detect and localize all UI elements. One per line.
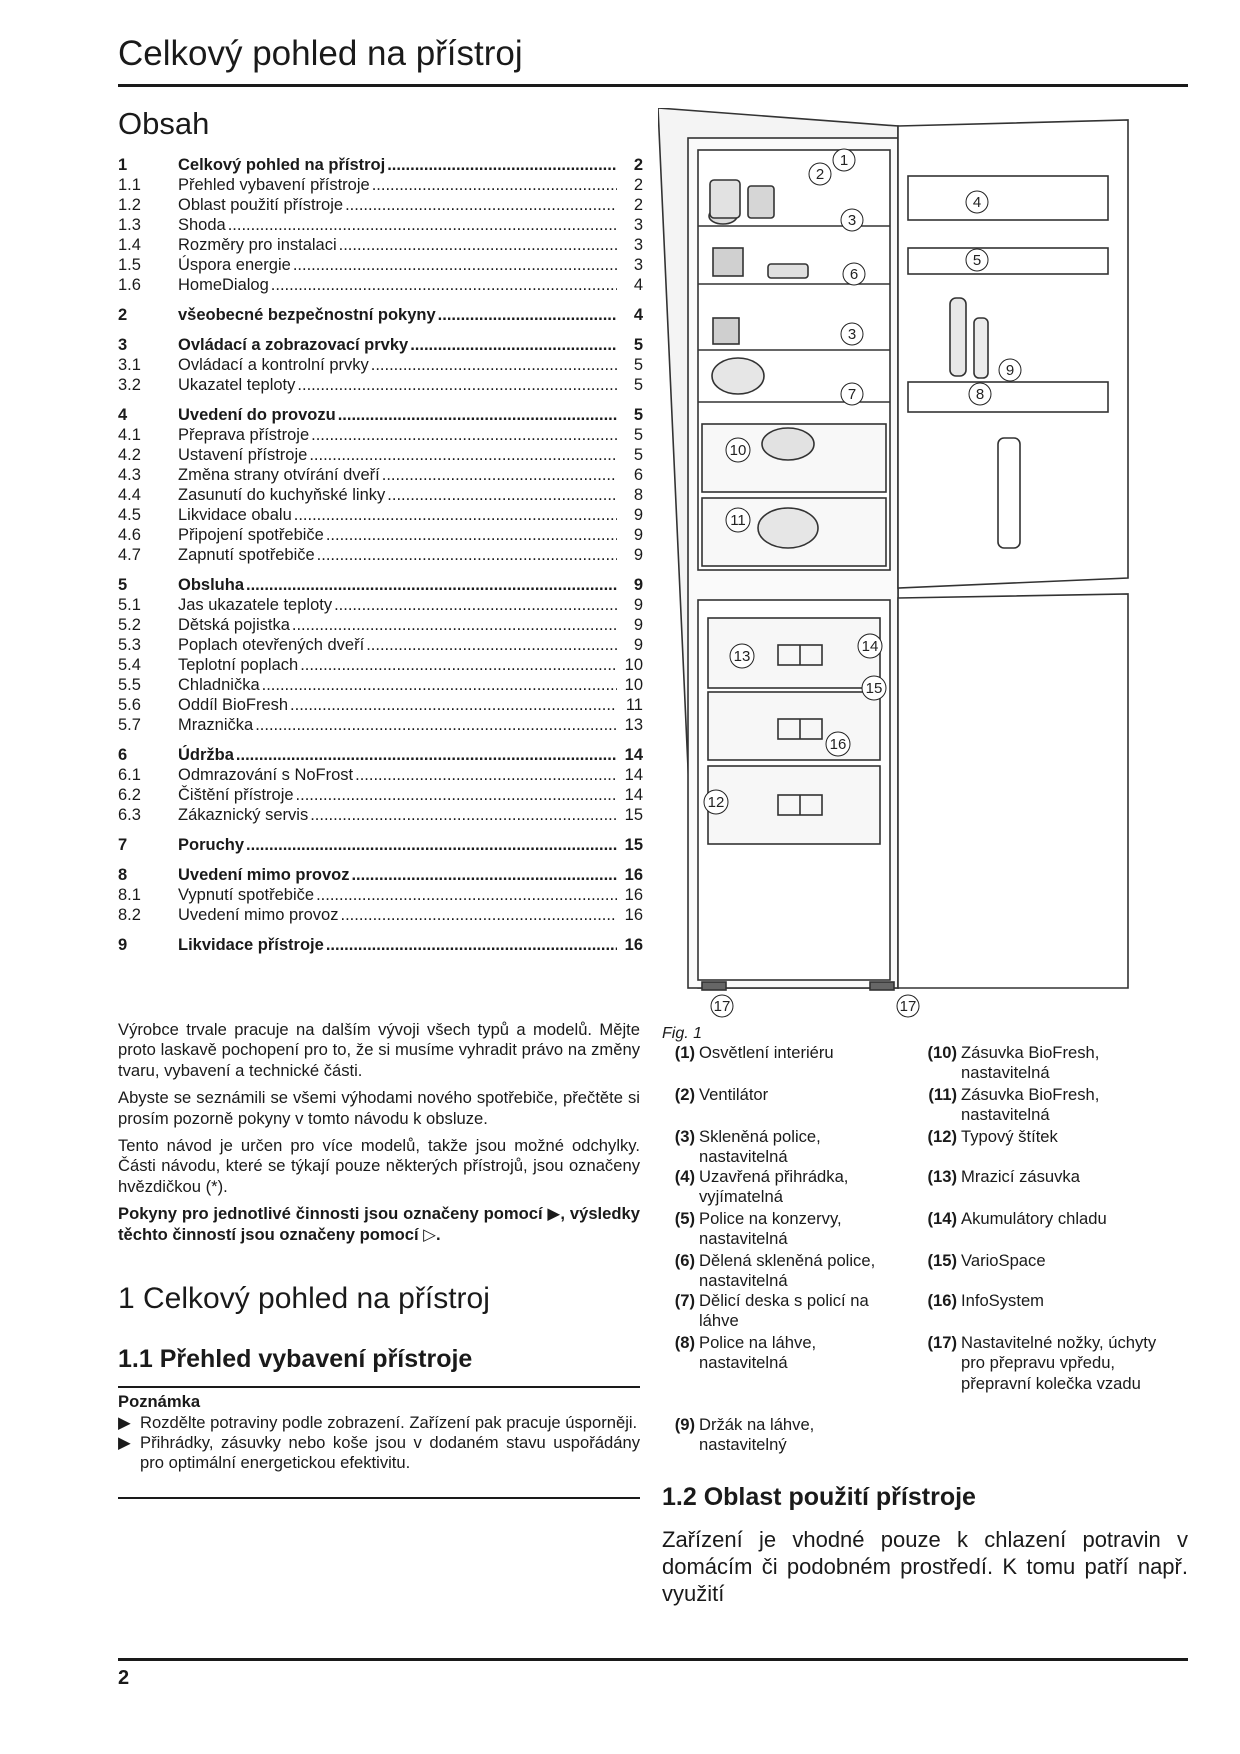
toc-leader-dots (326, 935, 617, 955)
toc-entry[interactable] (118, 155, 643, 175)
toc-entry-number: 7 (118, 836, 128, 854)
toc-entry-number: 5.7 (118, 716, 141, 734)
toc-group (118, 335, 643, 395)
toc-entry-title: Přeprava přístroje (178, 426, 310, 444)
figure-caption: Fig. 1 (662, 1025, 703, 1042)
toc-group (118, 155, 643, 295)
toc-entry-title: Vypnutí spotřebiče (178, 886, 315, 904)
toc-leader-dots (300, 655, 617, 675)
toc-leader-dots (371, 355, 617, 375)
toc-entry-number: 5.6 (118, 696, 141, 714)
intro-paragraph: Výrobce trvale pracuje na dalším vývoji všech typů a modelů. Mějte proto laskavě pochopení pro to, že si musíme vyhradit právo na změny tvaru, vybavení a technické části. (118, 1020, 640, 1080)
toc-entry-number: 1.1 (118, 176, 141, 194)
legend-item: (14) Akumulátory chladu (927, 1209, 1107, 1228)
toc-entry-page: 16 (624, 936, 643, 954)
intro-paragraph: Abyste se seznámili se všemi výhodami nového spotřebiče, přečtěte si prosím pozorně pokyny v tomto návodu k obsluze. (118, 1088, 640, 1128)
toc-entry-page: 3 (633, 236, 643, 254)
legend-item: (8) Police na láhve, nastavitelná (674, 1333, 817, 1373)
toc-entry-title: všeobecné bezpečnostní pokyny (178, 306, 436, 324)
freezer-door (898, 594, 1128, 988)
toc-entry-number: 6.2 (118, 786, 141, 804)
toc-entry-page: 6 (633, 466, 643, 484)
toc-entry-page: 9 (633, 596, 643, 614)
toc-entry-title: Poplach otevřených dveří (178, 636, 365, 654)
footer-rule (118, 1658, 1188, 1661)
svg-text:4: 4 (972, 194, 982, 211)
toc-entry[interactable] (118, 655, 643, 675)
svg-text:9: 9 (1005, 362, 1015, 379)
callout-marker (726, 508, 750, 532)
toc-group (118, 575, 643, 735)
toc-leader-dots (297, 375, 617, 395)
toc-entry-number: 9 (118, 936, 128, 954)
toc-entry-number: 6.3 (118, 806, 141, 824)
svg-text:16: 16 (829, 736, 847, 753)
toc-leader-dots (292, 615, 617, 635)
toc-entry-title: Uvedení mimo provoz (178, 906, 339, 924)
toc-entry-title: Uvedení do provozu (178, 406, 336, 424)
toc-entry-title: Čištění přístroje (178, 786, 294, 804)
toc-entry-number: 8.2 (118, 906, 141, 924)
note-text: Rozdělte potraviny podle zobrazení. Zařízení pak pracuje úsporněji. (140, 1413, 638, 1432)
toc-entry-title: Oblast použití přístroje (178, 196, 344, 214)
toc-leader-dots (316, 885, 617, 905)
toc-entry-number: 4.4 (118, 486, 141, 504)
toc-entry[interactable] (118, 375, 643, 395)
bottle-shape (712, 358, 764, 394)
toc-entry-title: Odmrazování s NoFrost (178, 766, 354, 784)
note-item (118, 1433, 640, 1473)
toc-leader-dots (311, 425, 617, 445)
svg-text:12: 12 (707, 794, 725, 811)
toc-leader-dots (255, 715, 617, 735)
toc-entry-number: 5.5 (118, 676, 141, 694)
callout-marker (966, 191, 988, 213)
toc-entry[interactable] (118, 255, 643, 275)
note-list (118, 1413, 640, 1473)
toc-entry-page: 16 (624, 866, 643, 884)
legend-item: (13) Mrazicí zásuvka (927, 1167, 1080, 1186)
intro-text (118, 1020, 640, 1252)
legend-item: (12) Typový štítek (927, 1127, 1058, 1146)
toc-entry-number: 1 (118, 156, 128, 174)
callout-marker (966, 249, 988, 271)
legend-item: (17) Nastavitelné nožky, úchyty pro přepravu vpředu, přepravní kolečka vzadu (927, 1333, 1157, 1393)
toc-entry-title: Přehled vybavení přístroje (178, 176, 370, 194)
toc-entry-page: 2 (633, 196, 643, 214)
toc-entry[interactable] (118, 195, 643, 215)
toc-entry-number: 4.2 (118, 446, 141, 464)
toc-entry[interactable] (118, 355, 643, 375)
toc-entry-number: 6.1 (118, 766, 141, 784)
toc-entry-page: 14 (624, 766, 643, 784)
toc-entry-page: 3 (633, 216, 643, 234)
toc-entry-page: 2 (633, 176, 643, 194)
callout-marker (809, 163, 831, 185)
toc-entry-page: 9 (633, 546, 643, 564)
legend-item: (5) Police na konzervy, nastavitelná (674, 1209, 842, 1249)
toc-entry-title: Jas ukazatele teploty (178, 596, 333, 614)
toc-entry-title: Připojení spotřebiče (178, 526, 324, 544)
note-item (118, 1413, 640, 1433)
legend-item: (2) Ventilátor (674, 1085, 769, 1104)
toc-entry-number: 6 (118, 746, 128, 764)
callout-marker (897, 995, 919, 1017)
toc-entry-page: 5 (633, 426, 643, 444)
toc-leader-dots (326, 525, 617, 545)
toc-entry-page: 4 (633, 306, 643, 324)
toc-entry[interactable] (118, 675, 643, 695)
toc-entry[interactable] (118, 505, 643, 525)
toc-entry-page: 8 (633, 486, 643, 504)
toc-entry-title: Shoda (178, 216, 226, 234)
svg-text:17: 17 (899, 998, 917, 1015)
svg-text:13: 13 (733, 648, 751, 665)
toc-entry[interactable] (118, 485, 643, 505)
toc-leader-dots (339, 235, 617, 255)
toc-entry-number: 5.3 (118, 636, 141, 654)
toc-entry[interactable] (118, 635, 643, 655)
toc-entry-number: 5 (118, 576, 128, 594)
legend-item: (9) Držák na láhve, nastavitelný (674, 1415, 815, 1455)
toc-group (118, 305, 643, 325)
section-1-1-heading: 1.1 Přehled vybavení přístroje (118, 1345, 473, 1373)
instruction-arrow-icon: ▶ (118, 1413, 131, 1432)
toc-leader-dots (246, 835, 617, 855)
toc-entry-title: Ovládací a zobrazovací prvky (178, 336, 409, 354)
callout-marker (711, 995, 733, 1017)
toc-entry-page: 5 (633, 376, 643, 394)
callout-marker (969, 383, 991, 405)
toc-heading: Obsah (118, 106, 210, 141)
toc-group (118, 835, 643, 855)
toc-entry[interactable] (118, 305, 643, 325)
toc-entry[interactable] (118, 715, 643, 735)
callout-marker (826, 732, 850, 756)
toc-leader-dots (236, 745, 617, 765)
toc-entry-page: 14 (624, 746, 643, 764)
toc-entry-page: 5 (633, 406, 643, 424)
toc-entry-title: Oddíl BioFresh (178, 696, 289, 714)
toc-entry-title: Ukazatel teploty (178, 376, 296, 394)
cake-shape (713, 248, 743, 276)
legend-item: (11) Zásuvka BioFresh, nastavitelná (928, 1085, 1100, 1125)
note-rule-top (118, 1386, 640, 1388)
toc-entry[interactable] (118, 695, 643, 715)
svg-text:14: 14 (861, 638, 879, 655)
svg-text:6: 6 (849, 266, 859, 283)
toc-group (118, 935, 643, 955)
toc-leader-dots (382, 465, 617, 485)
toc-leader-dots (296, 785, 617, 805)
note-text: Přihrádky, zásuvky nebo koše jsou v dodaném stavu uspořádány pro optimální energetickou efektivitu. (140, 1433, 640, 1472)
toc-group (118, 405, 643, 565)
legend-item: (7) Dělicí deska s policí na láhve (674, 1291, 869, 1331)
toc-entry-title: Ovládací a kontrolní prvky (178, 356, 369, 374)
toc-entry[interactable] (118, 785, 643, 805)
toc-entry-page: 13 (624, 716, 643, 734)
callout-marker (726, 438, 750, 462)
toc-entry-page: 9 (633, 636, 643, 654)
toc-entry-page: 9 (633, 576, 643, 594)
toc-entry-number: 5.2 (118, 616, 141, 634)
freezer-drawer (708, 692, 880, 760)
svg-text:3: 3 (847, 212, 857, 229)
callout-marker (858, 634, 882, 658)
toc-leader-dots (262, 675, 617, 695)
toc-entry-title: Dětská pojistka (178, 616, 290, 634)
toc-leader-dots (294, 505, 617, 525)
svg-text:11: 11 (730, 512, 746, 529)
toc-entry-page: 14 (624, 786, 643, 804)
section-1-2-heading: 1.2 Oblast použití přístroje (662, 1483, 976, 1511)
butter-dish-shape (768, 264, 808, 278)
toc-entry-number: 2 (118, 306, 128, 324)
toc-entry-page: 5 (633, 446, 643, 464)
toc-group (118, 745, 643, 825)
page-number: 2 (118, 1667, 130, 1689)
intro-paragraph: Tento návod je určen pro více modelů, takže jsou možné odchylky. Části návodu, které se týkají pouze některých přístrojů, jsou označeny hvězdičkou (*). (118, 1136, 640, 1196)
toc-entry-page: 11 (625, 696, 643, 714)
svg-text:5: 5 (972, 252, 982, 269)
toc-entry-page: 16 (624, 886, 643, 904)
toc-entry[interactable] (118, 275, 643, 295)
toc-entry-page: 9 (633, 526, 643, 544)
svg-text:8: 8 (975, 386, 985, 403)
note-rule-bottom (118, 1497, 640, 1499)
toc-leader-dots (293, 255, 617, 275)
toc-entry-page: 15 (624, 806, 643, 824)
can-shape (748, 186, 774, 218)
toc-entry-number: 4.6 (118, 526, 141, 544)
toc-leader-dots (351, 865, 617, 885)
toc-entry-number: 1.2 (118, 196, 141, 214)
instruction-arrow-icon: ▶ (118, 1433, 131, 1452)
toc-entry-title: Chladnička (178, 676, 260, 694)
intro-symbols-note: Pokyny pro jednotlivé činnosti jsou označeny pomocí ▶, výsledky těchto činností jsou označeny pomocí ▷. (118, 1204, 640, 1244)
toc-entry-number: 4.5 (118, 506, 141, 524)
toc-entry[interactable] (118, 215, 643, 235)
adjustable-foot (870, 982, 894, 990)
legend-item: (10) Zásuvka BioFresh, nastavitelná (927, 1043, 1100, 1083)
toc-entry-page: 5 (633, 356, 643, 374)
callout-marker (704, 790, 728, 814)
legend-item: (6) Dělená skleněná police, nastavitelná (674, 1251, 876, 1291)
svg-text:2: 2 (815, 166, 825, 183)
toc-entry[interactable] (118, 175, 643, 195)
toc-entry[interactable] (118, 545, 643, 565)
svg-text:1: 1 (839, 152, 849, 169)
toc-entry-number: 3 (118, 336, 128, 354)
toc-entry-page: 15 (624, 836, 643, 854)
bottle-shape (974, 318, 988, 378)
toc-leader-dots (309, 445, 617, 465)
toc-entry[interactable] (118, 745, 643, 765)
toc-leader-dots (345, 195, 617, 215)
toc-entry-title: Úspora energie (178, 256, 291, 274)
toc-entry-title: Poruchy (178, 836, 245, 854)
toc-leader-dots (355, 765, 617, 785)
toc-entry-title: HomeDialog (178, 276, 269, 294)
toc-leader-dots (310, 805, 617, 825)
toc-entry-number: 4.1 (118, 426, 141, 444)
toc-leader-dots (372, 175, 617, 195)
toc-leader-dots (271, 275, 617, 295)
toc-leader-dots (334, 595, 617, 615)
toc-entry-page: 5 (633, 336, 643, 354)
toc-entry-title: Zákaznický servis (178, 806, 309, 824)
pot-shape (762, 428, 814, 460)
toc-entry[interactable] (118, 425, 643, 445)
svg-text:10: 10 (729, 442, 747, 459)
toc-leader-dots (246, 575, 617, 595)
toc-entry[interactable] (118, 885, 643, 905)
legend-left-column (662, 1043, 922, 1463)
table-of-contents (118, 155, 643, 965)
toc-entry[interactable] (118, 465, 643, 485)
toc-entry[interactable] (118, 525, 643, 545)
toc-leader-dots (290, 695, 617, 715)
toc-entry[interactable] (118, 835, 643, 855)
toc-leader-dots (410, 335, 617, 355)
toc-entry-page: 4 (633, 276, 643, 294)
toc-leader-dots (228, 215, 617, 235)
toc-leader-dots (366, 635, 617, 655)
legend-item: (1) Osvětlení interiéru (674, 1043, 834, 1062)
toc-entry-title: Celkový pohled na přístroj (178, 156, 386, 174)
toc-entry[interactable] (118, 935, 643, 955)
legend-item: (3) Skleněná police, nastavitelná (674, 1127, 821, 1167)
toc-entry-number: 3.1 (118, 356, 141, 374)
toc-entry-title: Údržba (178, 746, 234, 764)
toc-entry-page: 10 (624, 676, 643, 694)
toc-entry-page: 9 (633, 616, 643, 634)
callout-marker (841, 323, 863, 345)
jar-shape (710, 180, 740, 218)
toc-entry-page: 10 (624, 656, 643, 674)
toc-entry[interactable] (118, 805, 643, 825)
svg-text:15: 15 (865, 680, 883, 697)
legend-item: (4) Uzavřená přihrádka, vyjímatelná (674, 1167, 849, 1207)
toc-entry-number: 1.6 (118, 276, 141, 294)
toc-entry[interactable] (118, 335, 643, 355)
toc-entry[interactable] (118, 615, 643, 635)
fridge-door (898, 120, 1128, 588)
toc-entry-number: 4.7 (118, 546, 141, 564)
freezer-drawer (708, 766, 880, 844)
toc-entry-title: Zapnutí spotřebiče (178, 546, 315, 564)
callout-marker (833, 149, 855, 171)
toc-entry-title: Mraznička (178, 716, 254, 734)
callout-marker (862, 676, 886, 700)
toc-entry-page: 2 (633, 156, 643, 174)
legend-right-column (918, 1043, 1188, 1463)
note-label: Poznámka (118, 1392, 201, 1411)
toc-leader-dots (387, 485, 617, 505)
toc-entry-number: 3.2 (118, 376, 141, 394)
toc-entry-title: Ustavení přístroje (178, 446, 308, 464)
toc-entry[interactable] (118, 445, 643, 465)
callout-marker (841, 209, 863, 231)
callout-marker (843, 263, 865, 285)
toc-leader-dots (340, 905, 617, 925)
section-1-2-text: Zařízení je vhodné pouze k chlazení potravin v domácím či podobném prostředí. K tomu patří např. využití (662, 1527, 1188, 1606)
toc-entry-number: 4.3 (118, 466, 141, 484)
header-rule (118, 84, 1188, 87)
toc-entry-page: 3 (633, 256, 643, 274)
section-1-heading: 1 Celkový pohled na přístroj (118, 1282, 490, 1315)
toc-entry[interactable] (118, 405, 643, 425)
legend-item: (16) InfoSystem (927, 1291, 1045, 1310)
toc-entry-number: 8.1 (118, 886, 141, 904)
appliance-illustration (658, 108, 1188, 1018)
toc-entry-title: Změna strany otvírání dveří (178, 466, 380, 484)
toc-entry[interactable] (118, 765, 643, 785)
callout-marker (841, 383, 863, 405)
toc-leader-dots (387, 155, 617, 175)
toc-entry[interactable] (118, 235, 643, 255)
vegetables-shape (758, 508, 818, 548)
svg-text:3: 3 (847, 326, 857, 343)
toc-entry-title: Zasunutí do kuchyňské linky (178, 486, 386, 504)
toc-entry-title: Teplotní poplach (178, 656, 299, 674)
toc-entry-number: 1.4 (118, 236, 141, 254)
bottle-shape (950, 298, 966, 376)
toc-entry-title: Rozměry pro instalaci (178, 236, 337, 254)
legend-item: (15) VarioSpace (927, 1251, 1046, 1270)
toc-entry-number: 5.4 (118, 656, 141, 674)
toc-entry-number: 4 (118, 406, 128, 424)
toc-group (118, 865, 643, 925)
toc-entry-number: 1.5 (118, 256, 141, 274)
toc-entry-title: Obsluha (178, 576, 245, 594)
adjustable-foot (702, 982, 726, 990)
svg-text:7: 7 (847, 386, 857, 403)
toc-leader-dots (317, 545, 617, 565)
callout-marker (730, 644, 754, 668)
svg-text:17: 17 (713, 998, 731, 1015)
toc-leader-dots (338, 405, 617, 425)
toc-entry[interactable] (118, 575, 643, 595)
toc-entry-number: 5.1 (118, 596, 141, 614)
toc-entry-page: 16 (624, 906, 643, 924)
toc-entry-number: 8 (118, 866, 128, 884)
toc-entry-title: Likvidace obalu (178, 506, 292, 524)
toc-entry-title: Uvedení mimo provoz (178, 866, 350, 884)
toc-entry[interactable] (118, 905, 643, 925)
toc-entry[interactable] (118, 865, 643, 885)
food-box-shape (713, 318, 739, 344)
callout-marker (999, 359, 1021, 381)
page-header-title: Celkový pohled na přístroj (118, 34, 523, 73)
toc-entry[interactable] (118, 595, 643, 615)
toc-entry-page: 9 (633, 506, 643, 524)
toc-leader-dots (438, 305, 617, 325)
toc-entry-title: Likvidace přístroje (178, 936, 324, 954)
toc-entry-number: 1.3 (118, 216, 141, 234)
